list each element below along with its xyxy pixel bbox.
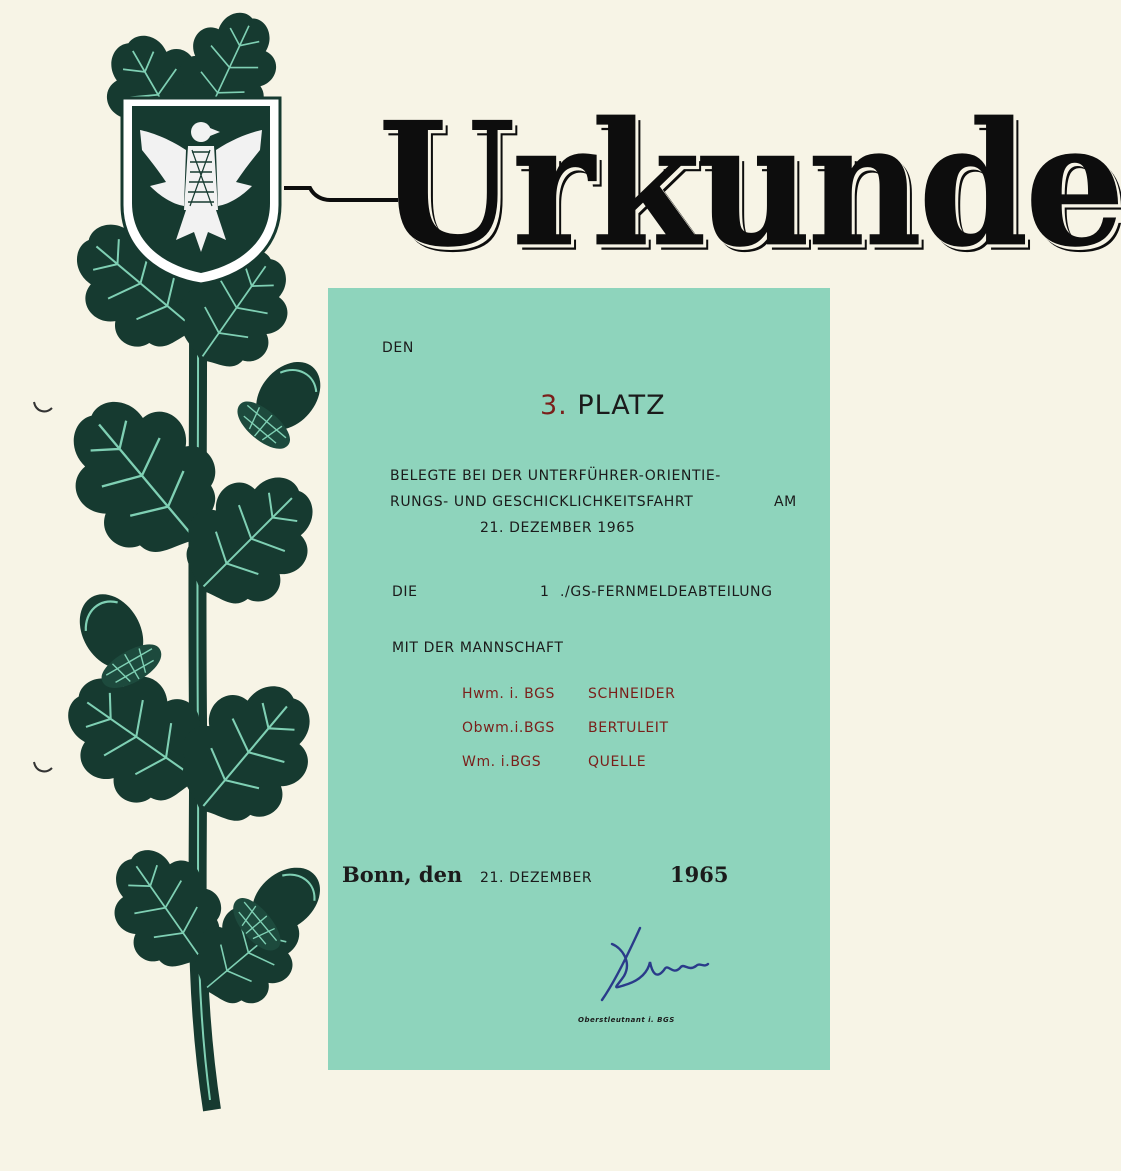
rank-word: PLATZ [577, 390, 666, 421]
place-label: Bonn, den [342, 862, 463, 887]
event-line-2: RUNGS- UND GESCHICKLICHKEITSFAHRT [390, 494, 694, 510]
team-intro: MIT DER MANNSCHAFT [392, 640, 564, 656]
unit-number: 1 [540, 584, 550, 600]
certificate-title: Urkunde [378, 85, 1121, 286]
intro-text: DEN [382, 340, 414, 356]
unit-name: ./GS-FERNMELDEABTEILUNG [560, 584, 773, 600]
team-member-name: BERTULEIT [588, 720, 669, 736]
team-member-rank: Wm. i.BGS [462, 754, 542, 770]
event-am: AM [774, 494, 797, 510]
event-date: 21. DEZEMBER 1965 [480, 520, 636, 536]
team-member-name: QUELLE [588, 754, 647, 770]
team-member-name: SCHNEIDER [588, 686, 676, 702]
rank-number: 3. [540, 390, 568, 421]
issue-date: 21. DEZEMBER [480, 870, 593, 886]
team-member-rank: Obwm.i.BGS [462, 720, 555, 736]
issue-year: 1965 [670, 862, 729, 887]
team-member-rank: Hwm. i. BGS [462, 686, 555, 702]
rank-title [540, 390, 666, 421]
unit-prefix: DIE [392, 584, 418, 600]
event-line-1: BELEGTE BEI DER UNTERFÜHRER-ORIENTIE- [390, 468, 721, 484]
signer-title: Oberstleutnant i. BGS [578, 1016, 675, 1024]
